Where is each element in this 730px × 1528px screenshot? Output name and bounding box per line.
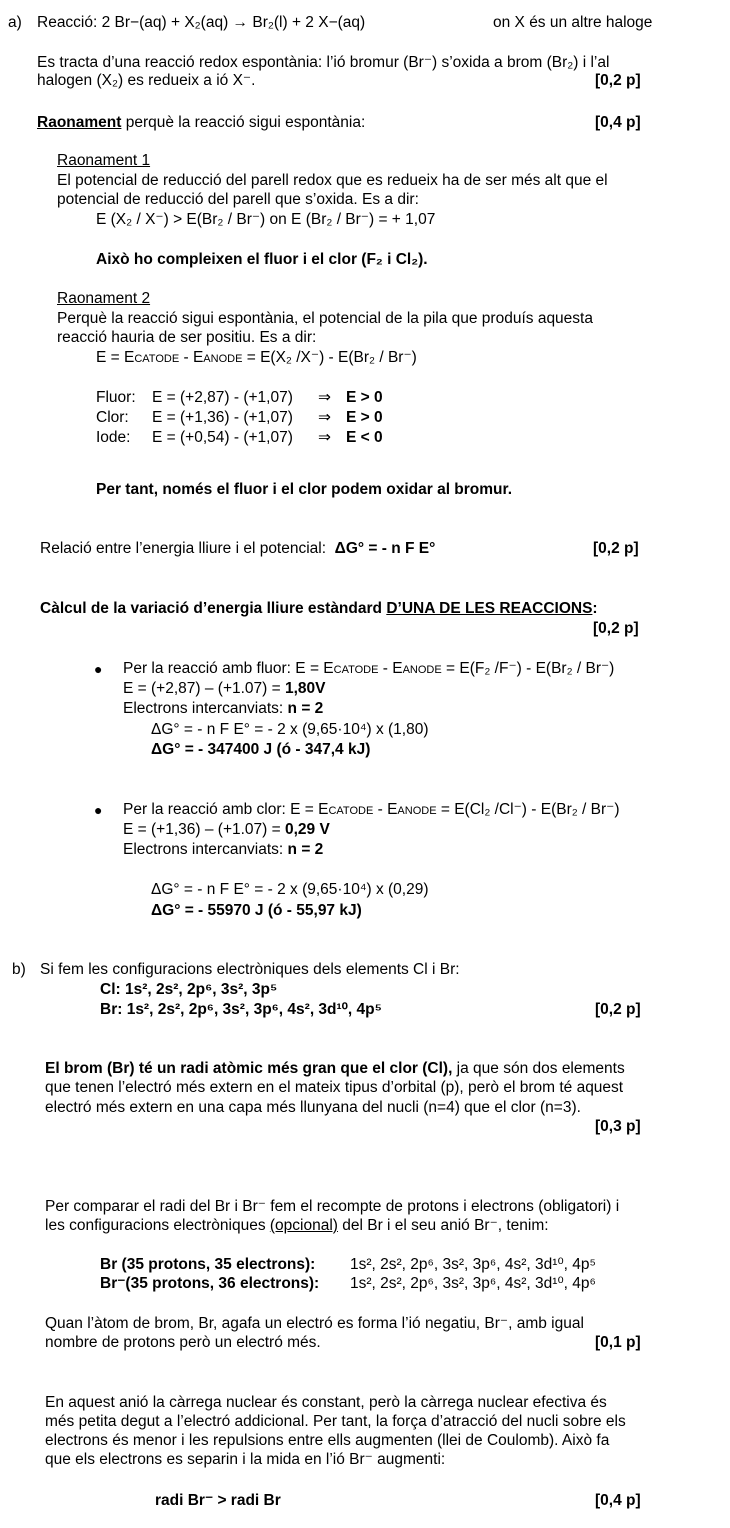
r2-title: Raonament 2 [57, 290, 151, 307]
radius-line-3: electró més extern en una capa més llunyana del nucli (n=4) que el clor (n=3). [45, 1099, 581, 1116]
clor-line-3: Electrons intercanviats: n = 2 [123, 841, 324, 858]
reaction-note: on X és un altre haloge [493, 14, 653, 31]
intro-line-2: halogen (X₂) es redueix a ió X⁻. [37, 72, 256, 89]
clor-line-1: Per la reacció amb clor: E = ECATODE - EANODE = E(Cl₂ /Cl⁻) - E(Br₂ / Br⁻) [123, 801, 620, 818]
br-ion-row: Br⁻(35 protons, 36 electrons): 1s², 2s², 2p⁶, 3s², 3p⁶, 4s², 3d¹⁰, 4p⁶ [100, 1275, 596, 1292]
calc-title: Càlcul de la variació d’energia lliure estàndard D’UNA DE LES REACCIONS: [40, 600, 598, 617]
ion-line-2: nombre de protons però un electró més. [45, 1334, 321, 1351]
reasoning-heading [37, 114, 365, 132]
fluor-line-5: ΔG° = - 347400 J (ó - 347,4 kJ) [151, 741, 371, 758]
intro-line-1: Es tracta d’una reacció redox espontània: l’ió bromur (Br⁻) s’oxida a brom (Br₂) i l’al [37, 54, 610, 71]
points-intro: [0,2 p] [595, 72, 641, 89]
r1-conclusion: Això ho compleixen el fluor i el clor (F₂ i Cl₂). [96, 251, 428, 268]
fluor-line-3: Electrons intercanviats: n = 2 [123, 700, 324, 717]
clor-line-2: E = (+1,36) – (+1.07) = 0,29 V [123, 821, 330, 838]
r1-title: Raonament 1 [57, 152, 151, 169]
reaction-equation: Reacció: 2 Br−(aq) + X₂(aq) → Br₂(l) + 2 X−(aq) [37, 14, 366, 31]
fluor-line-2: E = (+2,87) – (+1.07) = 1,80V [123, 680, 326, 697]
clor-line-5: ΔG° = - 55970 J (ó - 55,97 kJ) [151, 902, 362, 919]
points-relation: [0,2 p] [593, 540, 639, 557]
clor-line-4: ΔG° = - n F E° = - 2 x (9,65·10⁴) x (0,29) [151, 881, 429, 898]
ion-line-1: Quan l’àtom de brom, Br, agafa un electró es forma l’ió negatiu, Br⁻, amb igual [45, 1315, 584, 1332]
final-line-2: més petita degut a l’electró addicional. Per tant, la força d’atracció del nucli sobre els [45, 1413, 626, 1430]
compare-line-1: Per comparar el radi del Br i Br⁻ fem el recompte de protons i electrons (obligatori) i [45, 1198, 620, 1215]
r1-line-1: El potencial de reducció del parell redox que es redueix ha de ser més alt que el [57, 172, 608, 189]
compare-line-2: les configuracions electròniques (opcional) del Br i el seu anió Br⁻, tenim: [45, 1217, 549, 1234]
points-radius: [0,3 p] [595, 1118, 641, 1135]
final-line-3: electrons és menor i les repulsions entre ells augmenten (llei de Coulomb). Això fa [45, 1432, 610, 1449]
points-final: [0,4 p] [595, 1492, 641, 1509]
radius-conclusion: radi Br⁻ > radi Br [155, 1492, 281, 1509]
relation-line: Relació entre l’energia lliure i el potencial: ΔG° = - n F E° [40, 540, 436, 557]
part-b-intro: Si fem les configuracions electròniques dels elements Cl i Br: [40, 961, 460, 978]
final-line-1: En aquest anió la càrrega nuclear és constant, però la càrrega nuclear efectiva és [45, 1394, 607, 1411]
radius-line-2: que tenen l’electró més extern en el mateix tipus d’orbital (p), però el brom té aquest [45, 1079, 624, 1096]
points-reasoning: [0,4 p] [595, 114, 641, 131]
points-calc: [0,2 p] [593, 620, 639, 637]
final-line-4: que els electrons es separin i la mida en l’ió Br⁻ augmenti: [45, 1451, 446, 1468]
points-ion: [0,1 p] [595, 1334, 641, 1351]
r2-line-2: reacció hauria de ser positiu. Es a dir: [57, 329, 317, 346]
fluor-line-4: ΔG° = - n F E° = - 2 x (9,65·10⁴) x (1,80) [151, 721, 429, 738]
r2-row-clor: Clor: E = (+1,36) - (+1,07) ⇒ E > 0 [96, 409, 383, 426]
part-b-label: b) [12, 961, 26, 978]
br-config: Br: 1s², 2s², 2p⁶, 3s², 3p⁶, 4s², 3d¹⁰, 4p⁵ [100, 1001, 382, 1018]
r2-row-fluor: Fluor: E = (+2,87) - (+1,07) ⇒ E > 0 [96, 389, 383, 406]
r1-line-2: potencial de reducció del parell que s’oxida. Es a dir: [57, 191, 419, 208]
reasoning-title: Raonament [37, 114, 122, 131]
r2-line-1: Perquè la reacció sigui espontània, el potencial de la pila que produís aquesta [57, 310, 593, 327]
fluor-line-1: Per la reacció amb fluor: E = ECATODE - EANODE = E(F₂ /F⁻) - E(Br₂ / Br⁻) [123, 660, 615, 677]
br-atom-row: Br (35 protons, 35 electrons): 1s², 2s², 2p⁶, 3s², 3p⁶, 4s², 3d¹⁰, 4p⁵ [100, 1256, 596, 1273]
r2-row-iode: Iode: E = (+0,54) - (+1,07) ⇒ E < 0 [96, 429, 383, 446]
part-a-label: a) [8, 14, 22, 31]
bullet-icon: ● [94, 802, 103, 818]
radius-line-1: El brom (Br) té un radi atòmic més gran que el clor (Cl), ja que són dos elements [45, 1060, 625, 1077]
r2-conclusion: Per tant, només el fluor i el clor podem oxidar al bromur. [96, 481, 513, 498]
reasoning-rest: perquè la reacció sigui espontània: [121, 114, 366, 131]
r2-formula: E = ECATODE - EANODE = E(X₂ /X⁻) - E(Br₂ / Br⁻) [96, 349, 417, 366]
points-config: [0,2 p] [595, 1001, 641, 1018]
bullet-icon: ● [94, 661, 103, 677]
r1-formula: E (X₂ / X⁻) > E(Br₂ / Br⁻) on E (Br₂ / Br⁻) = + 1,07 [96, 211, 436, 228]
cl-config: Cl: 1s², 2s², 2p⁶, 3s², 3p⁵ [100, 981, 278, 998]
